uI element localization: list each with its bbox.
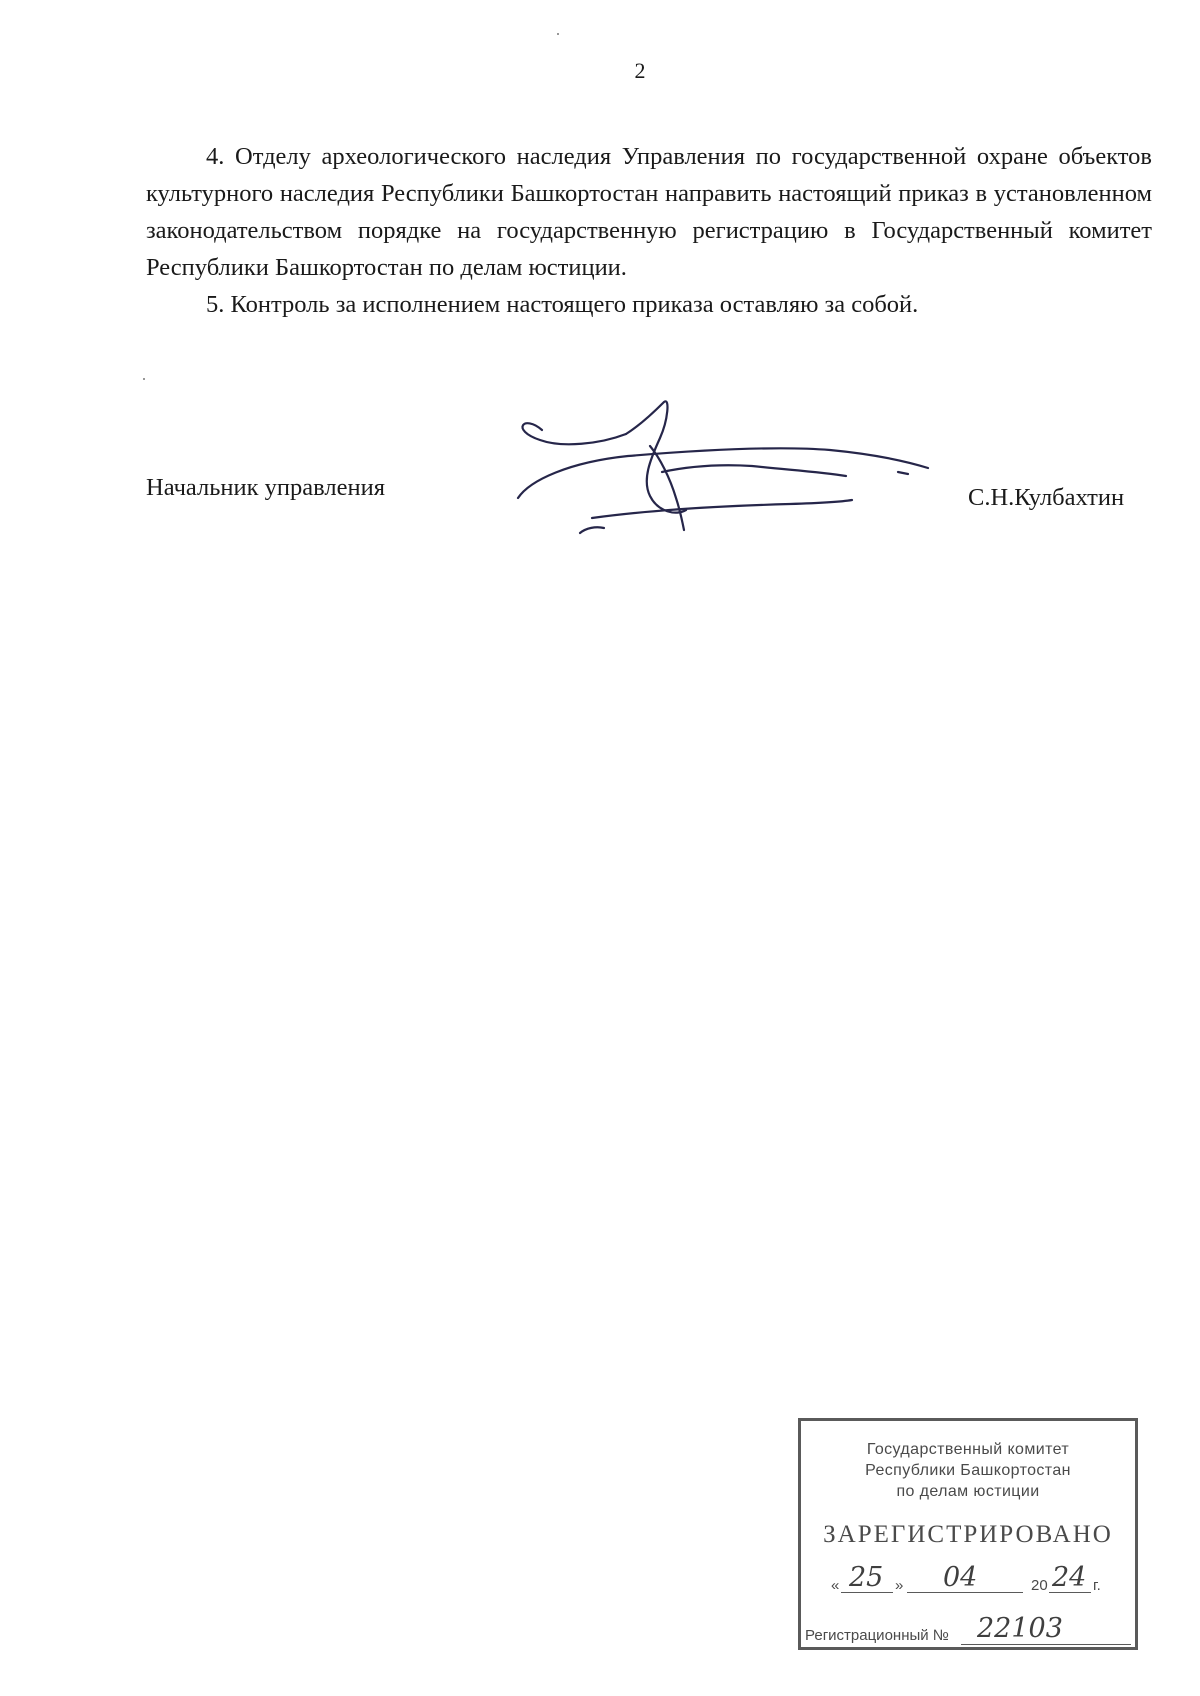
signatory-name: С.Н.Кулбахтин: [968, 484, 1125, 511]
stamp-authority-line: по делам юстиции: [896, 1483, 1040, 1500]
scan-speck: [557, 33, 559, 35]
stamp-authority-line: Государственный комитет: [866, 1441, 1070, 1458]
stamp-date: [831, 1562, 1125, 1597]
year-unit: г.: [1093, 1577, 1101, 1594]
body-text: [146, 138, 1152, 323]
stamp-month: 04: [943, 1562, 978, 1593]
stamp-authority: [801, 1439, 1135, 1502]
stamp-registration-number: [805, 1613, 1131, 1649]
scan-speck: [143, 378, 145, 380]
paragraph-4: 4. Отделу археологического наследия Управления по государственной охране объектов культурного наследия Республики Башкортостан направить настоящий приказ в установленном законодательством порядке на государственную регистрацию в Государственный комитет Республики Башкортостан по делам юстиции.: [146, 143, 1152, 281]
stamp-year: 24: [1052, 1562, 1087, 1593]
year-prefix: 20: [1031, 1577, 1048, 1594]
registration-stamp: [798, 1418, 1138, 1650]
reg-label: Регистрационный №: [805, 1627, 949, 1644]
quote-close: »: [895, 1577, 904, 1594]
reg-number: 22103: [977, 1613, 1063, 1644]
signatory-title: Начальник управления: [146, 474, 385, 501]
quote-open: «: [831, 1577, 840, 1594]
stamp-day: 25: [849, 1562, 884, 1593]
handwritten-signature: [500, 400, 960, 540]
stamp-status: ЗАРЕГИСТРИРОВАНО: [823, 1521, 1113, 1548]
paragraph-5: 5. Контроль за исполнением настоящего приказа оставляю за собой.: [206, 291, 919, 318]
stamp-authority-line: Республики Башкортостан: [865, 1462, 1071, 1479]
page-number: 2: [634, 58, 646, 83]
